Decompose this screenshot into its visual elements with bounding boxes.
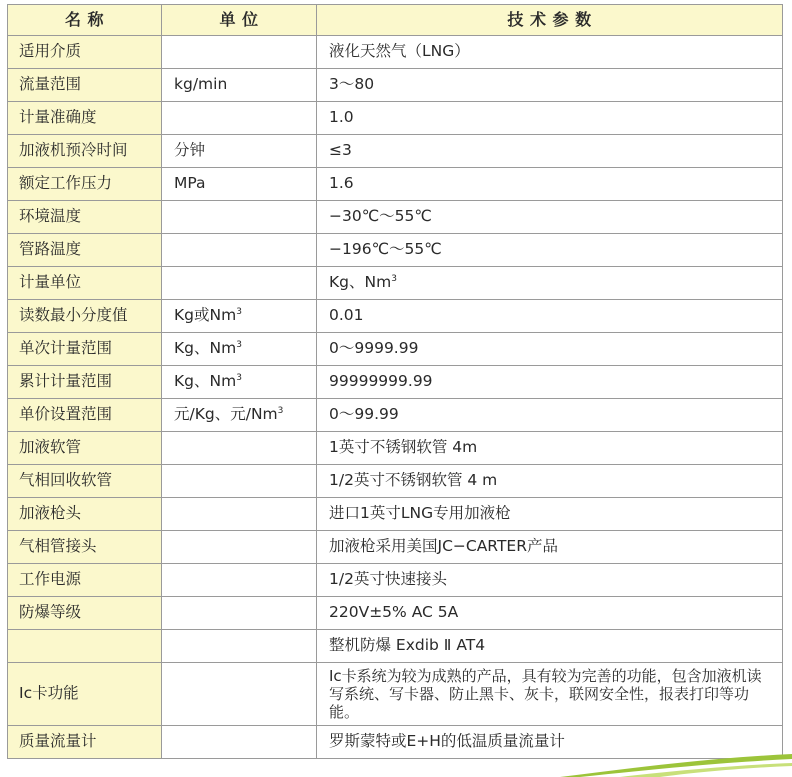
cell-param-text: 3～80 [329,75,375,94]
cell-unit [162,36,317,69]
cell-param [317,366,783,399]
cell-unit [162,564,317,597]
table-row [8,300,783,333]
cell-unit [162,234,317,267]
table-row [8,36,783,69]
cell-name [8,726,162,759]
cell-param-text: 1.6 [329,174,354,193]
cell-unit [162,663,317,726]
cell-unit [162,531,317,564]
cell-unit-text: 元/Kg、元/Nm [174,405,278,424]
cell-name-text: 单价设置范围 [19,405,113,424]
cell-name-text: 工作电源 [19,570,82,589]
table-body [8,36,783,759]
cell-name [8,630,162,663]
cell-unit [162,498,317,531]
cell-unit-text: Kg或Nm [174,306,237,325]
cell-param-text: 99999999.99 [329,372,433,391]
cell-name [8,432,162,465]
cell-param-text: −30℃～55℃ [329,207,432,226]
cell-name [8,531,162,564]
cell-param-text: 液化天然气（LNG） [329,42,470,61]
cell-name [8,201,162,234]
cell-name [8,465,162,498]
cell-name-text: 加液软管 [19,438,82,457]
table-row [8,564,783,597]
spec-table [7,4,783,759]
cell-name-text: 读数最小分度值 [19,306,128,325]
cell-param-text: 1/2英寸不锈钢软管 4 m [329,471,498,490]
cell-name-text: 气相回收软管 [19,471,113,490]
cell-param [317,663,783,726]
cell-unit [162,630,317,663]
table-header-row [8,5,783,36]
cell-param [317,300,783,333]
table-row [8,102,783,135]
header-name: 名 称 [8,5,162,36]
cell-name-text: 计量准确度 [19,108,97,127]
table-row [8,531,783,564]
cell-unit-text: Kg、Nm [174,339,237,358]
cell-param-text: 进口1英寸LNG专用加液枪 [329,504,511,523]
cell-unit [162,399,317,432]
table-row [8,399,783,432]
cell-name [8,69,162,102]
header-unit: 单 位 [162,5,317,36]
cell-param-text: 0.01 [329,306,364,325]
cell-unit [162,333,317,366]
cell-param [317,465,783,498]
table-row [8,234,783,267]
table-row [8,168,783,201]
cell-name [8,135,162,168]
cell-param-text: 1.0 [329,108,354,127]
cell-unit-text: Kg、Nm [174,372,237,391]
cell-param [317,333,783,366]
cell-param-text: ≤3 [329,141,352,160]
header-param: 技 术 参 数 [317,5,783,36]
cell-unit [162,726,317,759]
cell-unit-text: 分钟 [174,141,206,160]
superscript: 3 [277,405,284,416]
cell-unit [162,168,317,201]
cell-name [8,366,162,399]
cell-name [8,399,162,432]
cell-param [317,267,783,300]
cell-param [317,531,783,564]
table-row [8,135,783,168]
cell-unit [162,102,317,135]
cell-param-text: 0～9999.99 [329,339,419,358]
superscript: 3 [391,273,397,284]
cell-unit [162,69,317,102]
cell-unit [162,366,317,399]
table-row [8,69,783,102]
cell-param-text: Ic卡系统为较为成熟的产品，具有较为完善的功能，包含加液机读写系统、写卡器、防止黑卡、灰卡，联网安全性，报表打印等功能。 [329,667,762,721]
cell-param [317,432,783,465]
cell-name [8,564,162,597]
table-row [8,333,783,366]
cell-param-text: 0～99.99 [329,405,399,424]
table-row [8,432,783,465]
cell-unit [162,201,317,234]
cell-param [317,135,783,168]
cell-param [317,234,783,267]
cell-param-text: 加液枪采用美国JC−CARTER产品 [329,537,558,556]
cell-name-text: 适用介质 [19,42,82,61]
cell-name-text: 单次计量范围 [19,339,113,358]
cell-name-text: 加液枪头 [19,504,82,523]
cell-name [8,663,162,726]
table-row [8,498,783,531]
cell-name [8,102,162,135]
cell-name-text: 加液机预冷时间 [19,141,128,160]
cell-param [317,102,783,135]
cell-name-text: 计量单位 [19,273,82,292]
cell-param-text: 1/2英寸快速接头 [329,570,447,589]
cell-name [8,168,162,201]
superscript: 3 [236,339,242,350]
cell-param [317,168,783,201]
superscript: 3 [236,306,242,317]
superscript: 3 [236,372,242,383]
table-row [8,201,783,234]
cell-name-text: 流量范围 [19,75,82,94]
cell-unit [162,135,317,168]
cell-name [8,36,162,69]
cell-param [317,597,783,630]
cell-name-text: 质量流量计 [19,732,97,751]
table-row [8,465,783,498]
cell-unit [162,597,317,630]
cell-param-text: 220V±5% AC 5A [329,603,459,622]
table-row [8,267,783,300]
cell-param [317,498,783,531]
cell-unit [162,300,317,333]
cell-name-text: 环境温度 [19,207,82,226]
cell-unit [162,432,317,465]
cell-name-text: 防爆等级 [19,603,82,622]
cell-unit [162,267,317,300]
cell-name [8,234,162,267]
cell-name [8,597,162,630]
cell-param-text: Kg、Nm [329,273,392,292]
cell-param-text: 罗斯蒙特或E+H的低温质量流量计 [329,732,565,751]
cell-param [317,399,783,432]
table-row [8,630,783,663]
cell-unit-text: MPa [174,174,206,193]
table-row [8,366,783,399]
cell-name [8,498,162,531]
cell-name-text: 额定工作压力 [19,174,113,193]
cell-unit-text: kg/min [174,75,228,94]
cell-name-text: 累计计量范围 [19,372,113,391]
table-row [8,597,783,630]
cell-unit [162,465,317,498]
cell-name [8,267,162,300]
cell-param-text: −196℃～55℃ [329,240,442,259]
cell-param-text: 整机防爆 Exdib Ⅱ AT4 [329,636,486,655]
cell-param [317,630,783,663]
table-row [8,663,783,726]
cell-name [8,333,162,366]
decorative-swoosh [560,750,792,777]
cell-name-text: 气相管接头 [19,537,97,556]
cell-param [317,69,783,102]
cell-name-text: 管路温度 [19,240,82,259]
cell-param [317,201,783,234]
cell-name [8,300,162,333]
cell-param-text: 1英寸不锈钢软管 4m [329,438,478,457]
cell-param [317,564,783,597]
cell-param [317,36,783,69]
cell-name-text: Ic卡功能 [19,684,79,703]
